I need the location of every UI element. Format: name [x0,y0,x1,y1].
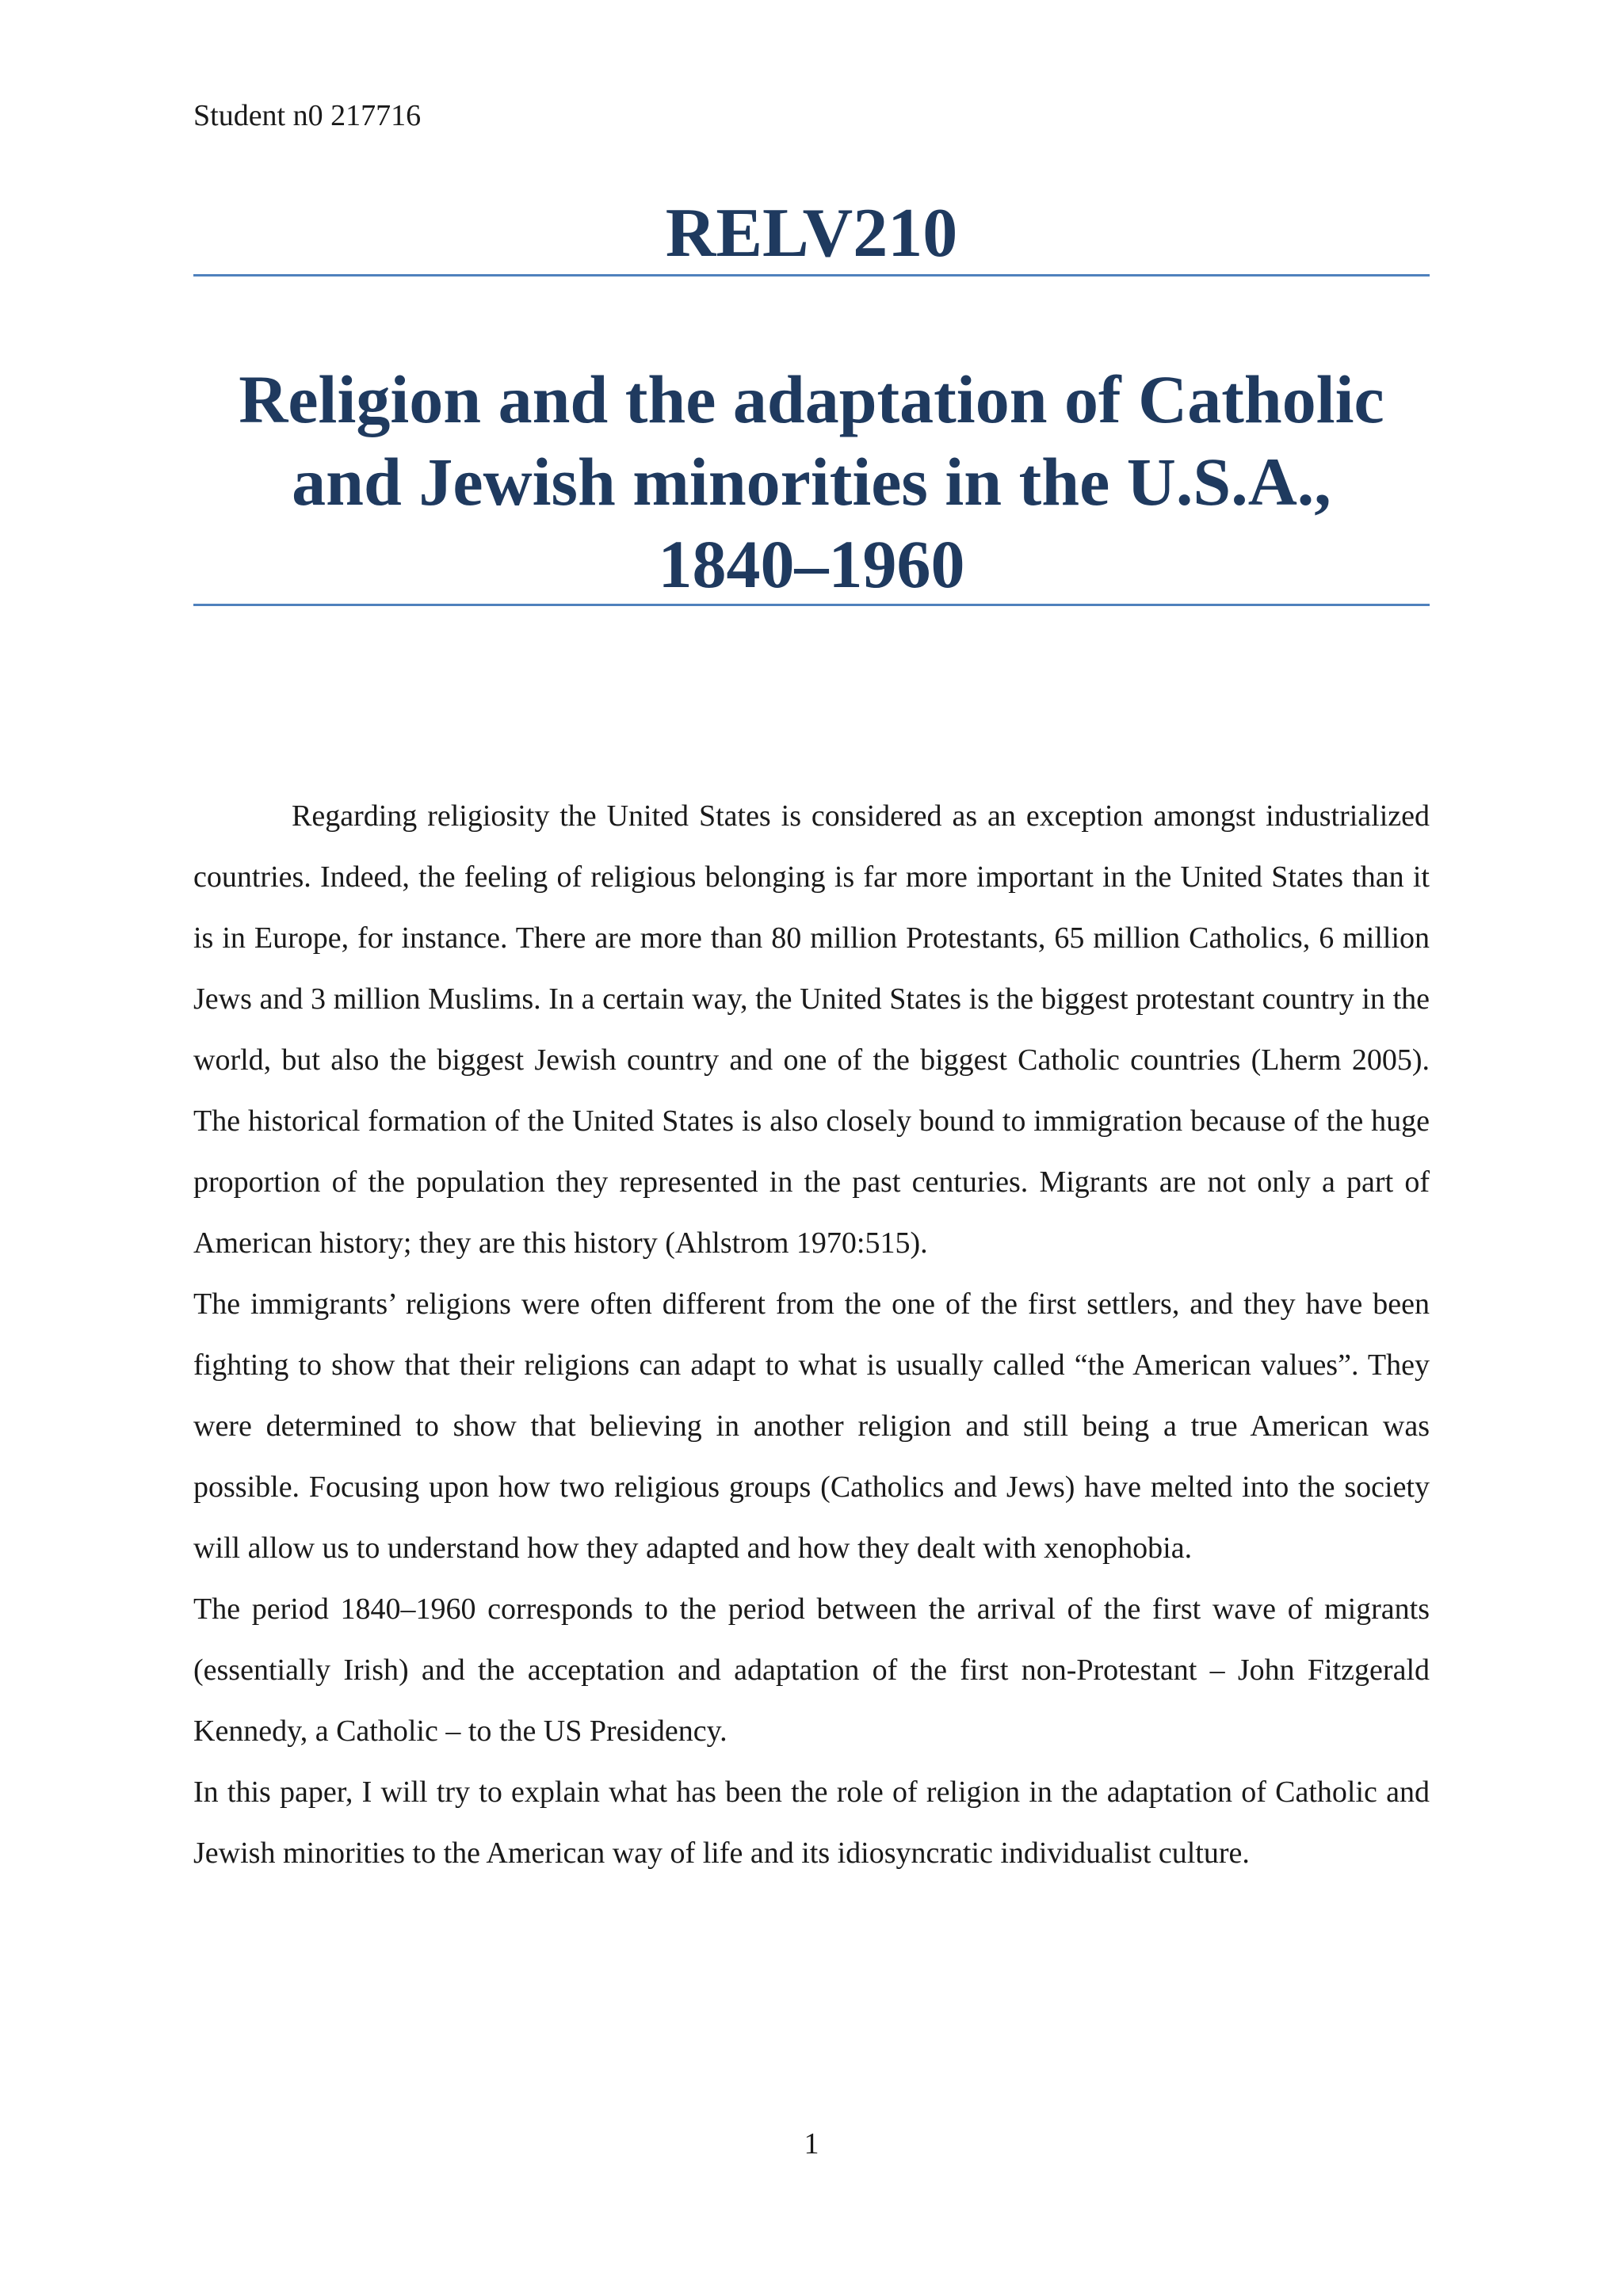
paragraph-period: The period 1840–1960 corresponds to the period between the arrival of the first wave of migrants (essentially Irish) and the acceptation and adaptation of the first non-Protestant – John Fitzgerald Kennedy, a Catholic – to the US Presidency. [193,1592,1430,1748]
paragraph-thesis: In this paper, I will try to explain what has been the role of religion in the adaptation of Catholic and Jewish minorities to the American way of life and its idiosyncratic individualist culture. [193,1775,1430,1870]
page-number: 1 [804,2127,819,2161]
document-title [193,358,1430,605]
heading-divider-bottom [193,604,1430,606]
heading-divider-top [193,274,1430,277]
title-line: 1840–1960 [658,526,965,602]
paragraph-intro: Regarding religiosity the United States is considered as an exception amongst industrialized countries. Indeed, the feeling of religious belonging is far more important in the United States than it is in Europe, for instance. There are more than 80 million Protestants, 65 million Catholics, 6 million Jews and 3 million Muslims. In a certain way, the United States is the biggest protestant country in the world, but also the biggest Jewish country and one of the biggest Catholic countries (Lherm 2005). The historical formation of the United States is also closely bound to immigration because of the huge proportion of the population they represented in the past centuries. Migrants are not only a part of American history; they are this history (Ahlstrom 1970:515). [193,799,1430,1260]
course-code-heading: RELV210 [665,195,958,272]
paragraph-immigrant-religions: The immigrants’ religions were often different from the one of the first settlers, and they have been fighting to show that their religions can adapt to what is usually called “the American values”. They were determined to show that believing in another religion and still being a true American was possible. Focusing upon how two religious groups (Catholics and Jews) have melted into the society will allow us to understand how they adapted and how they dealt with xenophobia. [193,1287,1430,1565]
body-text [193,786,1430,1884]
student-number: Student n0 217716 [193,99,422,132]
title-line: and Jewish minorities in the U.S.A., [292,444,1331,520]
title-line: Religion and the adaptation of Catholic [239,361,1384,437]
